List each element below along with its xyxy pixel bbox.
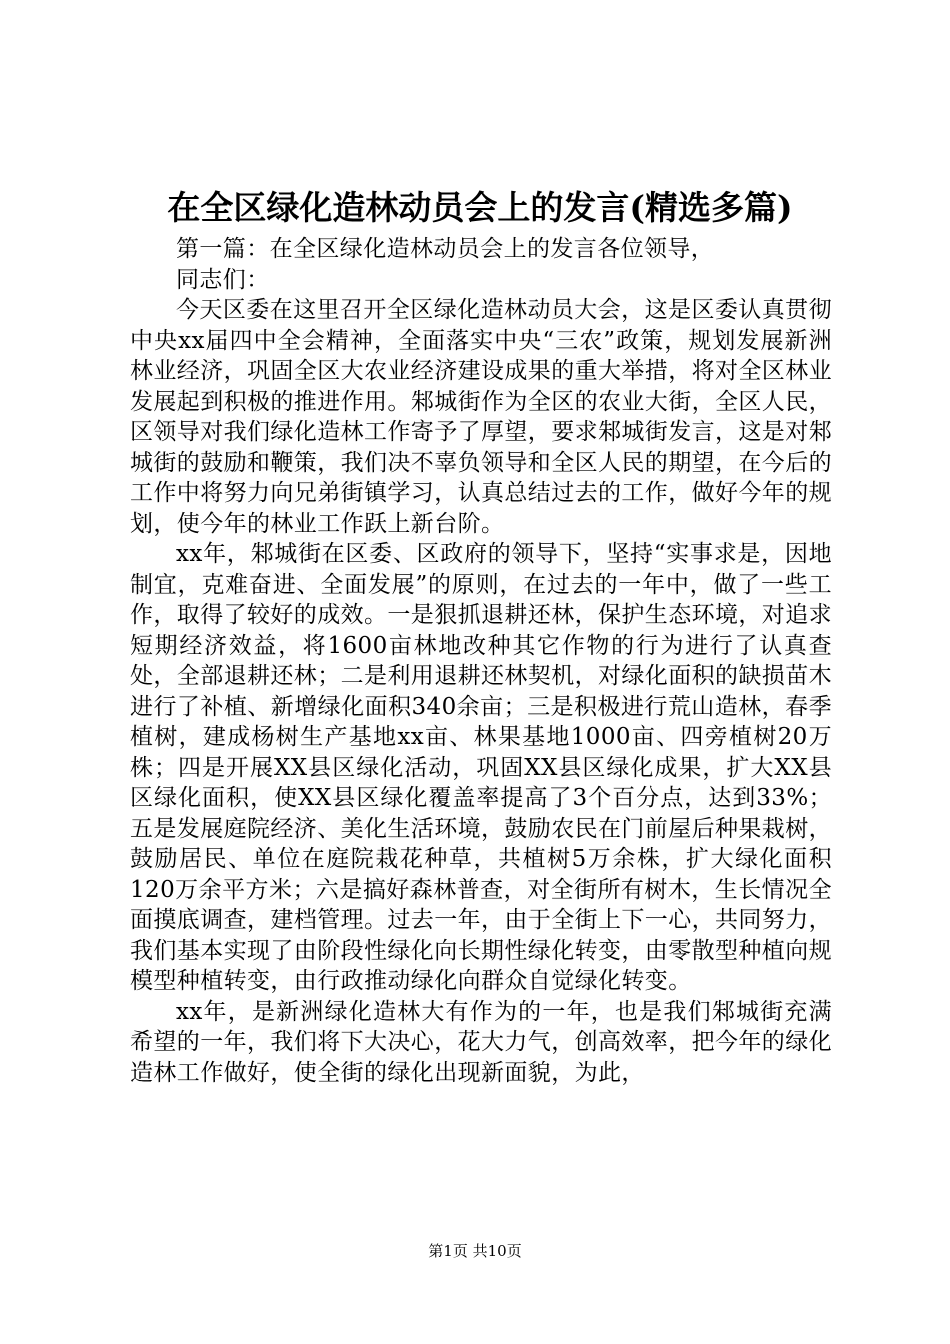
paragraph: 今天区委在这里召开全区绿化造林动员大会，这是区委认真贯彻中央xx届四中全会精神，全面落实中央“三农”政策，规划发展新洲林业经济，巩固全区大农业经济建设成果的重大举措，将对全区林业发展起到积极的推进作用。邾城街作为全区的农业大街，全区人民，区领导对我们绿化造林工作寄予了厚望，要求邾城街发言，这是对邾城街的鼓励和鞭策，我们决不辜负领导和全区人民的期望，在今后的工作中将努力向兄弟街镇学习，认真总结过去的工作，做好今年的规划，使今年的林业工作跃上新台阶。	[130, 297, 832, 537]
paragraph: xx年，邾城街在区委、区政府的领导下，坚持“实事求是，因地制宜，克难奋进、全面发展”的原则，在过去的一年中，做了一些工作，取得了较好的成效。一是狠抓退耕还林，保护生态环境，对追求短期经济效益，将1600亩林地改种其它作物的行为进行了认真查处，全部退耕还林；二是利用退耕还林契机，对绿化面积的缺损苗木进行了补植、新增绿化面积340余亩；三是积极进行荒山造林，春季植树，建成杨树生产基地xx亩、林果基地1000亩、四旁植树20万株；四是开展XX县区绿化活动，巩固XX县区绿化成果，扩大XX县区绿化面积，使XX县区绿化覆盖率提高了3个百分点，达到33%；五是发展庭院经济、美化生活环境，鼓励农民在门前屋后种果栽树，鼓励居民、单位在庭院栽花种草，共植树5万余株，扩大绿化面积120万余平方米；六是搞好森林普查，对全街所有树木，生长情况全面摸底调查，建档管理。过去一年，由于全街上下一心，共同努力，我们基本实现了由阶段性绿化向长期性绿化转变，由零散型种植向规模型种植转变，由行政推动绿化向群众自觉绿化转变。	[130, 541, 832, 994]
paragraph-heading: 第一篇：在全区绿化造林动员会上的发言各位领导，	[176, 236, 715, 262]
document-body	[130, 234, 832, 1088]
document-title: 在全区绿化造林动员会上的发言(精选多篇)	[167, 188, 793, 227]
paragraph-salutation: 同志们：	[176, 266, 270, 293]
paragraph: xx年，是新洲绿化造林大有作为的一年，也是我们邾城街充满希望的一年，我们将下大决心，花大力气，创高效率，把今年的绿化造林工作做好，使全街的绿化出现新面貌，为此，	[130, 998, 832, 1086]
page-footer: 第1页 共10页	[428, 1242, 522, 1260]
